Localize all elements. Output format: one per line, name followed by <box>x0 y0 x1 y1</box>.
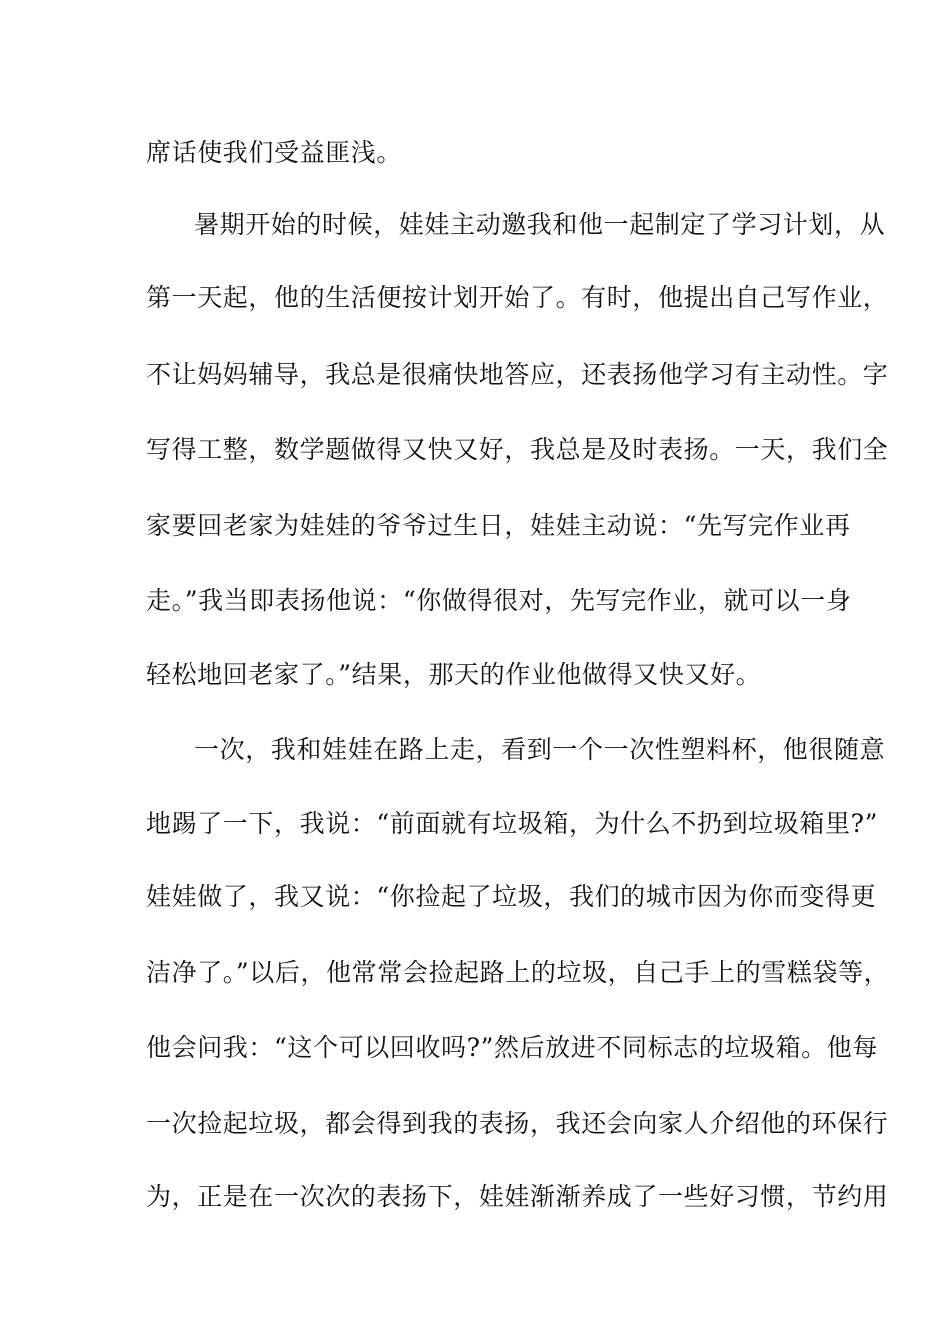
text-line: 娃娃做了，我又说：“你捡起了垃圾，我们的城市因为你而变得更 <box>146 882 877 911</box>
text-line: 他会问我：“这个可以回收吗?”然后放进不同标志的垃圾箱。他每 <box>146 1033 878 1062</box>
text-line: 轻松地回老家了。”结果，那天的作业他做得又快又好。 <box>146 660 762 689</box>
text-line: 写得工整，数学题做得又快又好，我总是及时表扬。一天，我们全 <box>146 435 889 464</box>
paragraph-first-line: 暑期开始的时候，娃娃主动邀我和他一起制定了学习计划，从 <box>194 210 886 239</box>
text-line: 洁净了。”以后，他常常会捡起路上的垃圾，自己手上的雪糕袋等， <box>146 958 890 987</box>
text-line: 第一天起，他的生活便按计划开始了。有时，他提出自己写作业， <box>146 283 889 312</box>
text-line: 走。”我当即表扬他说：“你做得很对，先写完作业，就可以一身 <box>146 586 852 615</box>
text-line: 为，正是在一次次的表扬下，娃娃渐渐养成了一些好习惯，节约用 <box>146 1182 889 1211</box>
text-line: 不让妈妈辅导，我总是很痛快地答应，还表扬他学习有主动性。字 <box>146 360 889 389</box>
text-line: 一次捡起垃圾，都会得到我的表扬，我还会向家人介绍他的环保行 <box>146 1109 889 1138</box>
text-line: 家要回老家为娃娃的爷爷过生日，娃娃主动说：“先写完作业再 <box>146 511 851 540</box>
text-line: 席话使我们受益匪浅。 <box>146 138 403 167</box>
paragraph-first-line: 一次，我和娃娃在路上走，看到一个一次性塑料杯，他很随意 <box>194 735 886 764</box>
text-line: 地踢了一下，我说：“前面就有垃圾箱，为什么不扔到垃圾箱里?” <box>146 809 878 838</box>
